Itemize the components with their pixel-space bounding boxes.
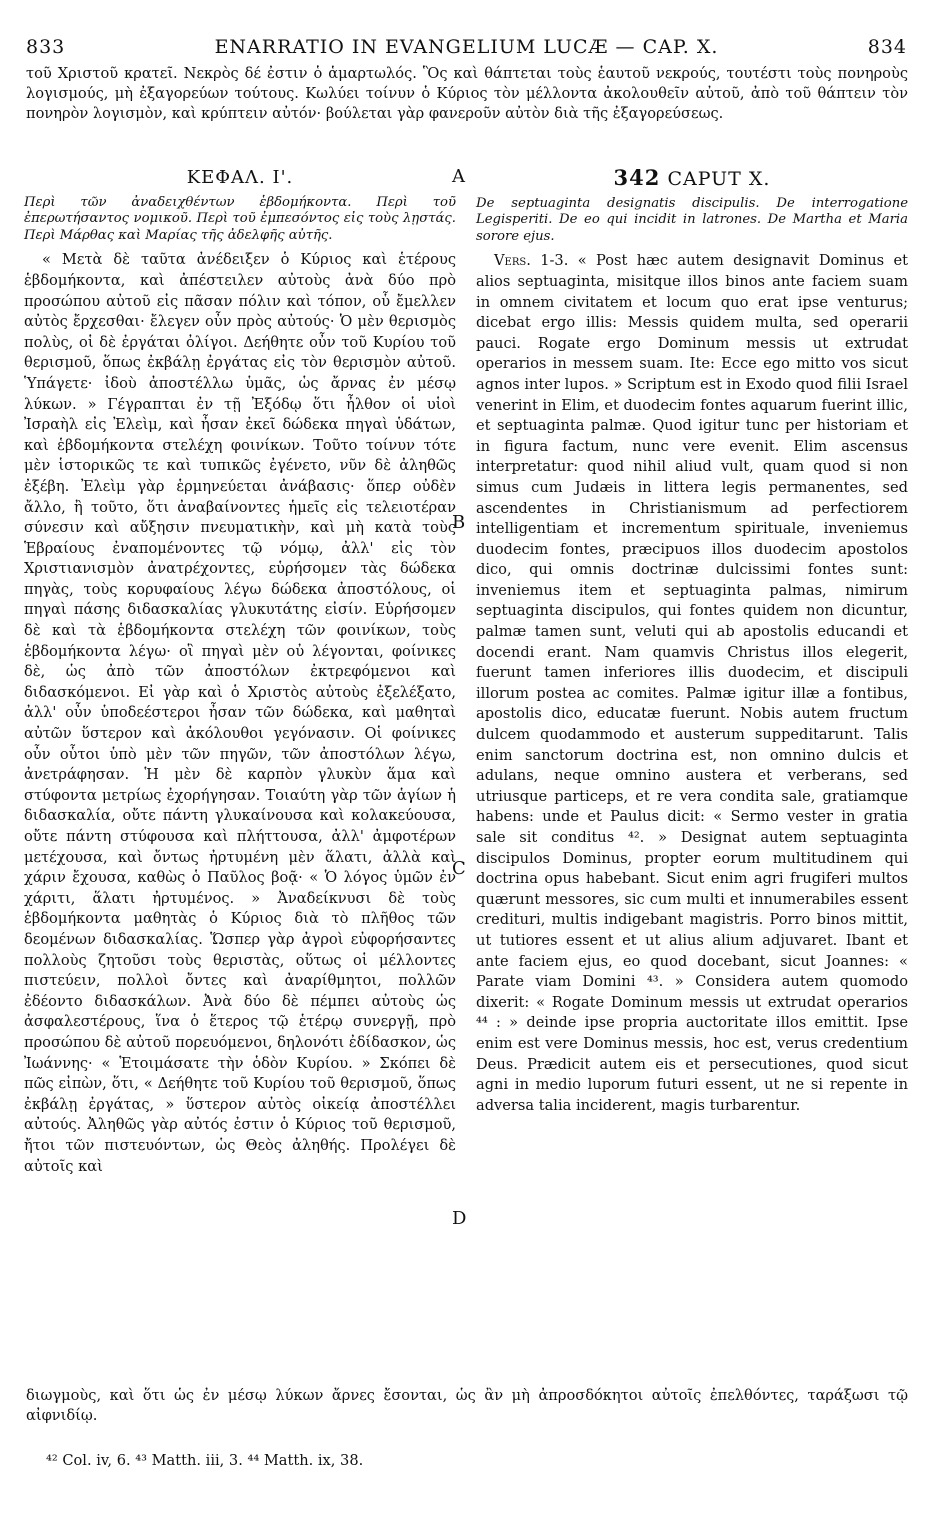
verse-reference: Vers. 1-3. <box>494 252 569 270</box>
greek-chapter-summary: Περὶ τῶν ἀναδειχθέντων ἑβδομήκοντα. Περὶ τοῦ ἐπερωτήσαντος νομικοῦ. Περὶ τοῦ ἐμπεσόντος εἰς τοὺς λῃστάς. Περὶ Μάρθας καὶ Μαρίας τῆς ἀδελφῆς αὐτῆς. <box>24 194 456 243</box>
latin-chapter-title: CAPUT X. <box>667 168 771 190</box>
latin-body-text: « Post hæc autem designavit Dominus et alios septuaginta, misitque illos binos ante faciem suam in omnem civitatem et locum quo erat ipse venturus; dicebat ergo illis: Messis quidem multa, sed operarii pauci. Rogate ergo Dominum messis ut extrudat operarios in messem suam. Ite: Ecce ego mitto vos sicut agnos inter lupos. » Scriptum est in Exodo quod filii Israel venerint in Elim, et duodecim fontes aquarum fuerint illic, et septuaginta palmæ. Quod igitur tunc per historiam et in figura factum, nunc vere evenit. Elim ascensus interpretatur: quod nihil aliud vult, quam quod si non simus cum Judæis in littera legis permanentes, sed ascendentes in Christianismum ad perfectiorem intelligentiam et incrementum spirituale, inveniemus duodecim fontes, præcipuos illos duodecim apostolos dico, qui omnis doctrinæ dulcissimi fontes sunt: inveniemus item et septuaginta palmas, nimirum septuaginta discipulos, qui fontes quidem non dicuntur, palmæ tamen sunt, veluti qui ab apostolis educandi et docendi erant. Nam quamvis Christus illos elegerit, fuerunt tamen inferiores illis duodecim, et discipuli illorum postea ac comites. Palmæ igitur illæ a fontibus, apostolis dico, educatæ fuerunt. Nobis autem fructum dulcem quodammodo et austerum suppeditarunt. Talis enim sanctorum doctrina est, non omnino dulcis et adulans, neque omnino austera et verberans, sed utriusque particeps, et re vera condita sale, gratiamque habens: unde et Paulus dicit: « Sermo vester in gratia sale sit conditus ⁴². » Designat autem septuaginta discipulos Dominus, propter eorum multitudinem qui doctrina opus habebant. Sicut enim agri frugiferi multos quærunt messores, sic cum multi et innumerabiles essent credituri, multis indigebant magistris. Porro binos mittit, ut tutiores essent et ut alius alium adjuvaret. Ibant et ante faciem ejus, eo quod docebant, sicut Joannes: « Parate viam Domini ⁴³. » Considera autem quomodo dixerit: « Rogate Dominum messis ut extrudat operarios ⁴⁴ : » deinde ipse propria auctoritate illos emittit. Ipse enim est vere Dominus messis, hoc est, verus credentium Deus. Prædicit autem eis et persecutiones, quod sicut agni in medio luporum futuri essent, ut ne si repente in adversa talia inciderent, magis turbarentur. <box>476 252 909 1114</box>
running-title: ENARRATIO IN EVANGELIUM LUCÆ — CAP. X. <box>214 36 719 58</box>
greek-body-text: « Μετὰ δὲ ταῦτα ἀνέδειξεν ὁ Κύριος καὶ ἑτέρους ἑβδομήκοντα, καὶ ἀπέστειλεν αὐτοὺς ἀνὰ δύο πρὸ προσώπου αὐτοῦ εἰς πᾶσαν πόλιν καὶ τόπον, οὗ ἔμελλεν αὐτὸς ἔρχεσθαι· ἔλεγεν οὖν πρὸς αὐτούς· Ὁ μὲν θερισμὸς πολὺς, οἱ δὲ ἐργάται ὀλίγοι. Δεήθητε οὖν τοῦ Κυρίου τοῦ θερισμοῦ, ὅπως ἐκβάλῃ ἐργάτας εἰς τὸν θερισμὸν αὐτοῦ. Ὑπάγετε· ἰδοὺ ἀποστέλλω ὑμᾶς, ὡς ἄρνας ἐν μέσῳ λύκων. » Γέγραπται ἐν τῇ Ἐξόδῳ ὅτι ἦλθον οἱ υἱοὶ Ἰσραὴλ εἰς Ἐλεὶμ, καὶ ἦσαν ἐκεῖ δώδεκα πηγαὶ ὑδάτων, καὶ ἑβδομήκοντα στελέχη φοινίκων. Τοῦτο τοίνυν τότε μὲν ἱστορικῶς τε καὶ τυπικῶς ἐγένετο, νῦν δὲ ἀληθῶς ἐξέβη. Ἐλεὶμ γὰρ ἑρμηνεύεται ἀνάβασις· ὅπερ οὐδὲν ἄλλο, ἢ τοῦτο, ὅτι ἀναβαίνοντες ἡμεῖς εἰς τελειοτέραν σύνεσιν καὶ αὔξησιν πνευματικὴν, καὶ μὴ κατὰ τοὺς Ἑβραίους ἐναπομένοντες τῷ νόμῳ, ἀλλ' εἰς τὸν Χριστιανισμὸν ἀνατρέχοντες, εὑρήσομεν τὰς δώδεκα πηγὰς, τοὺς κορυφαίους λέγω δώδεκα ἀποστόλους, οἱ πηγαὶ πάσης διδασκαλίας γλυκυτάτης εἰσίν. Εὑρήσομεν δὲ καὶ τὰ ἑβδομήκοντα στελέχη τῶν φοινίκων, τοὺς ἑβδομήκοντα λέγω· οἳ πηγαὶ μὲν οὐ λέγονται, φοίνικες δὲ, ὡς ἀπὸ τῶν ἀποστόλων ἐκτρεφόμενοι καὶ διδασκόμενοι. Εἰ γὰρ καὶ ὁ Χριστὸς αὐτοὺς ἐξελέξατο, ἀλλ' οὖν ὑποδεέστεροι ἦσαν τῶν δώδεκα, καὶ μαθηταὶ αὐτῶν ὕστερον καὶ ἀκόλουθοι γεγόνασιν. Οἱ φοίνικες οὖν οὗτοι ὑπὸ μὲν τῶν πηγῶν, τῶν ἀποστόλων λέγω, ἀνετράφησαν. Ἡ μὲν δὲ καρπὸν γλυκὺν ἅμα καὶ στύφοντα μετρίως ἐχορήγησαν. Τοιαύτη γὰρ τῶν ἁγίων ἡ διδασκαλία, οὔτε πάντη γλυκαίνουσα καὶ κολακεύουσα, οὔτε πάντη στύφουσα καὶ πλήττουσα, ἀλλ' ἀμφοτέρων μετέχουσα, καὶ ὄντως ἠρτυμένη μὲν ἅλατι, ἀλλὰ καὶ χάριν ἔχουσα, καθὼς ὁ Παῦλος βοᾷ· « Ὁ λόγος ὑμῶν ἐν χάριτι, ἅλατι ἠρτυμένος. » Ἀναδείκνυσι δὲ τοὺς ἑβδομήκοντα μαθητὰς ὁ Κύριος διὰ τὸ πλῆθος τῶν δεομένων διδασκαλίας. Ὥσπερ γὰρ ἀγροὶ εὐφορήσαντες πολλοὺς ζητοῦσι τοὺς θεριστὰς, οὕτως οἱ μέλλοντες πιστεύειν, πολλοὶ ὄντες καὶ ἀναρίθμητοι, πολλῶν ἐδέοντο διδασκάλων. Ἀνὰ δύο δὲ πέμπει αὐτοὺς ὡς ἀσφαλεστέρους, ἵνα ὁ ἕτερος τῷ ἑτέρῳ συνεργῇ, πρὸ προσώπου δὲ αὐτοῦ πορευόμενοι, δηλονότι ἐδίδασκον, ὡς Ἰωάννης· « Ἑτοιμάσατε τὴν ὁδὸν Κυρίου. » Σκόπει δὲ πῶς εἰπὼν, ὅτι, « Δεήθητε τοῦ Κυρίου τοῦ θερισμοῦ, ὅπως ἐκβάλῃ ἐργάτας, » ὕστερον αὐτὸς οἰκείᾳ ἀποστέλλει αὐτούς. Ἀληθῶς γὰρ αὐτός ἐστιν ὁ Κύριος τοῦ θερισμοῦ, ἤτοι τῶν πιστευόντων, ὡς Θεὸς ἀληθής. Προλέγει δὲ αὐτοῖς καὶ <box>24 251 456 1175</box>
column-number: 342 <box>613 165 661 190</box>
latin-chapter-heading <box>476 165 908 190</box>
greek-column <box>24 168 456 1177</box>
latin-column <box>476 165 909 1116</box>
page-number-right: 834 <box>867 36 907 58</box>
margin-letter-d: D <box>452 1208 467 1229</box>
latin-chapter-summary: De septuaginta designatis discipulis. De interrogatione Legisperiti. De eo qui incidit in latrones. De Martha et Maria sorore ejus. <box>476 195 908 244</box>
margin-letter-a: A <box>452 166 465 187</box>
running-header <box>26 36 907 64</box>
page-number-left: 833 <box>26 36 66 58</box>
footnotes: ⁴² Col. iv, 6. ⁴³ Matth. iii, 3. ⁴⁴ Matth. ix, 38. <box>46 1452 364 1469</box>
greek-continuation-top: τοῦ Χριστοῦ κρατεῖ. Νεκρὸς δέ ἐστιν ὁ ἁμαρτωλός. Ὃς καὶ θάπτεται τοὺς ἑαυτοῦ νεκρούς, τουτέστι τοὺς πονηροὺς λογισμούς, μὴ ἐξαγορεύων τούτους. Κωλύει τοίνυν ὁ Κύριος τὸν μέλλοντα ἀκολουθεῖν αὐτοῦ, ἀπὸ τοῦ θάπτειν τὸν πονηρὸν λογισμὸν, καὶ κρύπτειν αὐτόν· βούλεται γὰρ φανεροῦν αὐτὸν διὰ τῆς ἐξαγορεύσεως. <box>26 65 908 122</box>
greek-chapter-heading: ΚΕΦΑΛ. Ι'. <box>186 167 294 188</box>
margin-letter-b: B <box>452 512 466 533</box>
margin-letter-c: C <box>452 858 466 879</box>
greek-continuation-bottom: διωγμοὺς, καὶ ὅτι ὡς ἐν μέσῳ λύκων ἄρνες ἔσονται, ὡς ἂν μὴ ἀπροσδόκητοι αὐτοῖς ἐπελθόντες, ταράξωσι τῷ αἰφνιδίῳ. <box>26 1387 908 1424</box>
